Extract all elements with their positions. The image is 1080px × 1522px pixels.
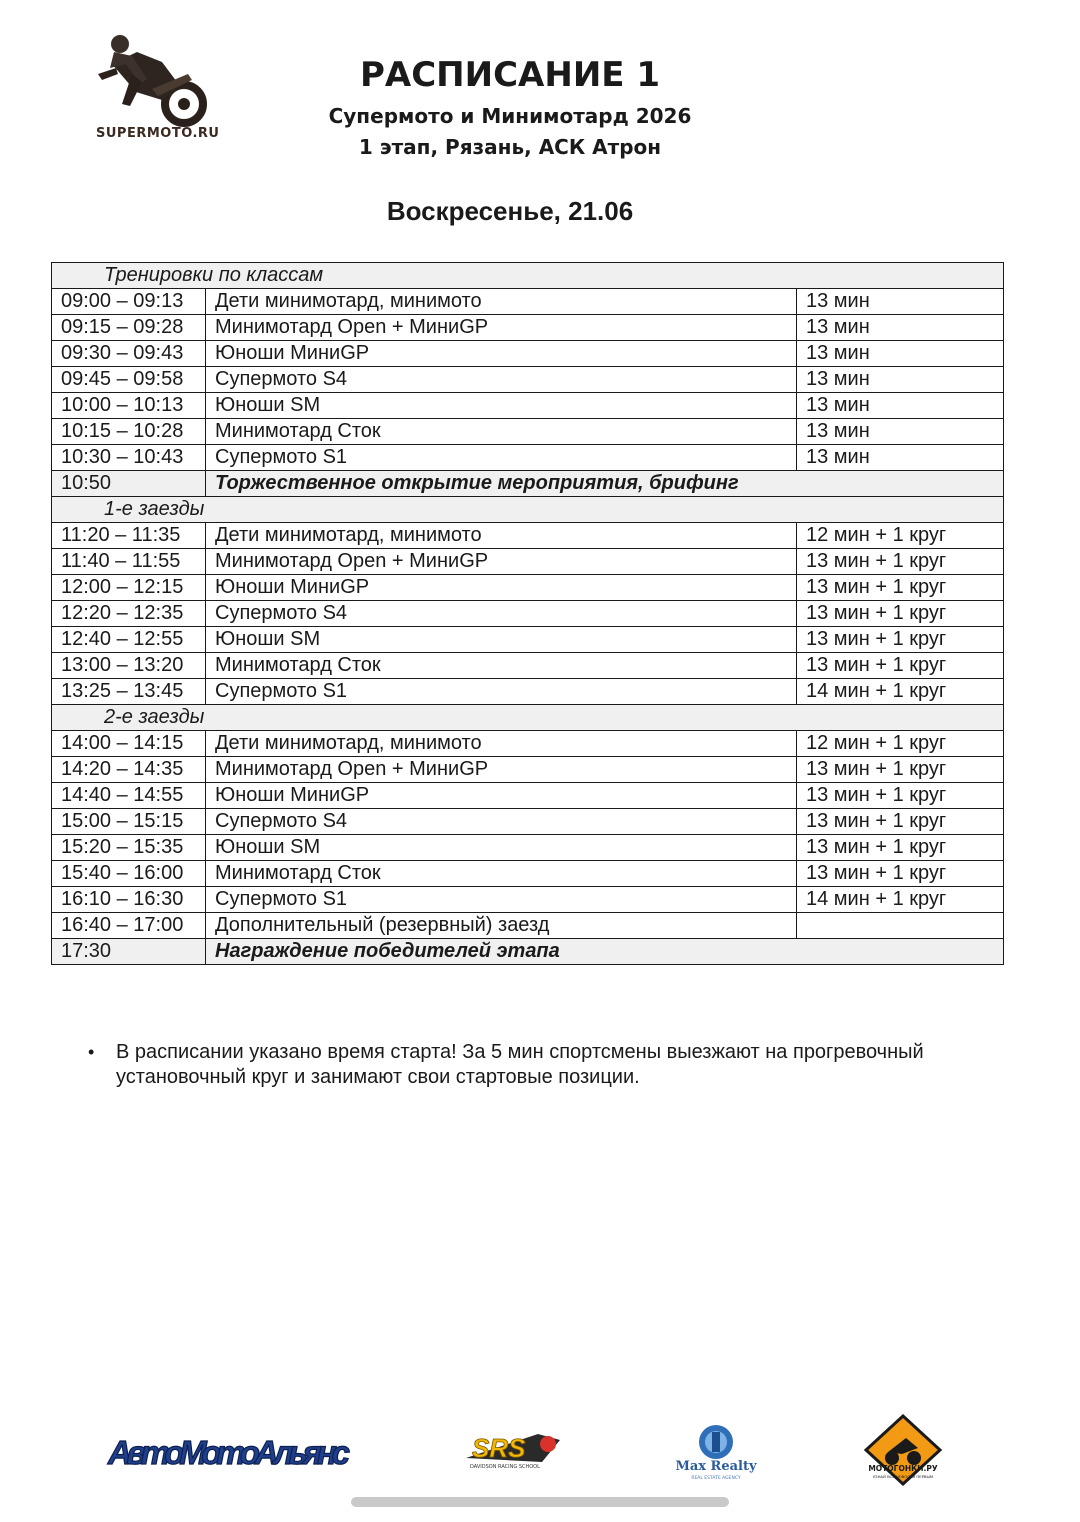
time-cell: 14:20 – 14:35 bbox=[52, 757, 206, 783]
event-cell: Дети минимотард, минимото bbox=[206, 289, 797, 315]
event-cell: Супермото S1 bbox=[206, 679, 797, 705]
duration-cell: 13 мин bbox=[797, 289, 1004, 315]
table-row bbox=[52, 679, 1004, 705]
duration-cell: 13 мин + 1 круг bbox=[797, 783, 1004, 809]
duration-cell: 14 мин + 1 круг bbox=[797, 887, 1004, 913]
event-cell: Минимотард Open + МиниGP bbox=[206, 757, 797, 783]
schedule-date: Воскресенье, 21.06 bbox=[386, 196, 634, 226]
time-cell: 12:40 – 12:55 bbox=[52, 627, 206, 653]
duration-cell: 13 мин bbox=[797, 445, 1004, 471]
duration-cell: 13 мин + 1 круг bbox=[797, 835, 1004, 861]
duration-cell bbox=[797, 913, 1004, 939]
time-cell: 11:40 – 11:55 bbox=[52, 549, 206, 575]
time-cell: 12:00 – 12:15 bbox=[52, 575, 206, 601]
schedule-table bbox=[51, 262, 1004, 965]
logo-caption: SUPERMOTO.RU bbox=[96, 126, 220, 141]
note-bullet: • bbox=[88, 1042, 95, 1062]
event-cell: Юноши SM bbox=[206, 393, 797, 419]
event-cell: Юноши МиниGP bbox=[206, 341, 797, 367]
note bbox=[88, 1040, 1018, 1090]
duration-cell: 13 мин + 1 круг bbox=[797, 575, 1004, 601]
event-cell: Супермото S4 bbox=[206, 809, 797, 835]
table-row bbox=[52, 315, 1004, 341]
srs-logo-icon bbox=[462, 1426, 564, 1472]
duration-cell: 13 мин bbox=[797, 367, 1004, 393]
table-row bbox=[52, 289, 1004, 315]
table-row bbox=[52, 757, 1004, 783]
sponsor-motogonki-logo bbox=[862, 1414, 944, 1486]
duration-cell: 13 мин + 1 круг bbox=[797, 809, 1004, 835]
motogonki-text: МОТОГОНКИ.РУ bbox=[868, 1464, 938, 1473]
event-cell: Юноши SM bbox=[206, 835, 797, 861]
maxrealty-caption: REAL ESTATE AGENCY bbox=[691, 1476, 741, 1481]
time-cell: 10:30 – 10:43 bbox=[52, 445, 206, 471]
section-label: 2-е заезды bbox=[52, 705, 1004, 731]
time-cell: 09:30 – 09:43 bbox=[52, 341, 206, 367]
table-row bbox=[52, 367, 1004, 393]
schedule-special-row bbox=[52, 939, 1004, 965]
section-label: Тренировки по классам bbox=[52, 263, 1004, 289]
duration-cell: 14 мин + 1 круг bbox=[797, 679, 1004, 705]
time-cell: 13:25 – 13:45 bbox=[52, 679, 206, 705]
schedule-section-row bbox=[52, 705, 1004, 731]
stage-info: 1 этап, Рязань, АСК Атрон bbox=[358, 135, 662, 159]
sponsor-automotoalliance-logo bbox=[104, 1428, 354, 1476]
table-row bbox=[52, 835, 1004, 861]
duration-cell: 13 мин + 1 круг bbox=[797, 861, 1004, 887]
schedule-special-row bbox=[52, 471, 1004, 497]
table-row bbox=[52, 549, 1004, 575]
page-title: РАСПИСАНИЕ 1 bbox=[360, 55, 660, 95]
event-cell: Дополнительный (резервный) заезд bbox=[206, 913, 797, 939]
automotoalliance-text: АвтоМотоАльянс bbox=[108, 1434, 350, 1471]
table-row bbox=[52, 809, 1004, 835]
table-row bbox=[52, 393, 1004, 419]
event-cell: Супермото S4 bbox=[206, 367, 797, 393]
duration-cell: 13 мин + 1 круг bbox=[797, 757, 1004, 783]
time-cell: 16:40 – 17:00 bbox=[52, 913, 206, 939]
table-row bbox=[52, 731, 1004, 757]
section-label: 1-е заезды bbox=[52, 497, 1004, 523]
maxrealty-logo-icon bbox=[668, 1420, 764, 1484]
table-row bbox=[52, 575, 1004, 601]
time-cell: 15:20 – 15:35 bbox=[52, 835, 206, 861]
table-row bbox=[52, 913, 1004, 939]
duration-cell: 13 мин + 1 круг bbox=[797, 549, 1004, 575]
motogonki-logo-icon bbox=[862, 1414, 944, 1486]
time-cell: 14:00 – 14:15 bbox=[52, 731, 206, 757]
event-cell: Минимотард Сток bbox=[206, 419, 797, 445]
schedule-body bbox=[52, 263, 1004, 965]
duration-cell: 13 мин + 1 круг bbox=[797, 653, 1004, 679]
event-cell: Минимотард Open + МиниGP bbox=[206, 315, 797, 341]
automotoalliance-logo-icon bbox=[104, 1428, 354, 1476]
table-row bbox=[52, 783, 1004, 809]
time-cell: 16:10 – 16:30 bbox=[52, 887, 206, 913]
event-cell: Юноши МиниGP bbox=[206, 783, 797, 809]
duration-cell: 13 мин + 1 круг bbox=[797, 601, 1004, 627]
time-cell: 15:40 – 16:00 bbox=[52, 861, 206, 887]
duration-cell: 12 мин + 1 круг bbox=[797, 731, 1004, 757]
duration-cell: 13 мин bbox=[797, 315, 1004, 341]
event-cell: Награждение победителей этапа bbox=[206, 939, 1004, 965]
time-cell: 09:45 – 09:58 bbox=[52, 367, 206, 393]
table-row bbox=[52, 653, 1004, 679]
event-cell: Супермото S1 bbox=[206, 887, 797, 913]
event-cell: Минимотард Open + МиниGP bbox=[206, 549, 797, 575]
time-cell: 10:50 bbox=[52, 471, 206, 497]
table-row bbox=[52, 887, 1004, 913]
table-row bbox=[52, 445, 1004, 471]
page-subtitle: Супермото и Минимотард 2026 bbox=[328, 104, 692, 128]
table-row bbox=[52, 523, 1004, 549]
event-cell: Минимотард Сток bbox=[206, 861, 797, 887]
event-cell: Минимотард Сток bbox=[206, 653, 797, 679]
sponsor-maxrealty-logo bbox=[668, 1420, 764, 1484]
duration-cell: 12 мин + 1 круг bbox=[797, 523, 1004, 549]
table-row bbox=[52, 601, 1004, 627]
note-text: В расписании указано время старта! За 5 мин спортсмены выезжают на прогревочный установочный круг и занимают свои стартовые позиции. bbox=[116, 1041, 924, 1088]
event-cell: Юноши МиниGP bbox=[206, 575, 797, 601]
event-cell: Супермото S4 bbox=[206, 601, 797, 627]
srs-caption: DAVIDSON RACING SCHOOL bbox=[470, 1464, 540, 1470]
duration-cell: 13 мин bbox=[797, 419, 1004, 445]
time-cell: 17:30 bbox=[52, 939, 206, 965]
time-cell: 09:15 – 09:28 bbox=[52, 315, 206, 341]
home-indicator[interactable] bbox=[351, 1497, 729, 1507]
event-cell: Супермото S1 bbox=[206, 445, 797, 471]
event-cell: Дети минимотард, минимото bbox=[206, 523, 797, 549]
table-row bbox=[52, 861, 1004, 887]
schedule-section-row bbox=[52, 263, 1004, 289]
maxrealty-text: Max Realty bbox=[675, 1459, 757, 1474]
time-cell: 10:00 – 10:13 bbox=[52, 393, 206, 419]
srs-text: SRS bbox=[472, 1433, 526, 1463]
time-cell: 12:20 – 12:35 bbox=[52, 601, 206, 627]
duration-cell: 13 мин bbox=[797, 341, 1004, 367]
duration-cell: 13 мин + 1 круг bbox=[797, 627, 1004, 653]
event-cell: Торжественное открытие мероприятия, брифинг bbox=[206, 471, 1004, 497]
time-cell: 13:00 – 13:20 bbox=[52, 653, 206, 679]
table-row bbox=[52, 341, 1004, 367]
schedule-section-row bbox=[52, 497, 1004, 523]
table-row bbox=[52, 419, 1004, 445]
event-cell: Дети минимотард, минимото bbox=[206, 731, 797, 757]
table-row bbox=[52, 627, 1004, 653]
time-cell: 10:15 – 10:28 bbox=[52, 419, 206, 445]
time-cell: 14:40 – 14:55 bbox=[52, 783, 206, 809]
time-cell: 09:00 – 09:13 bbox=[52, 289, 206, 315]
time-cell: 11:20 – 11:35 bbox=[52, 523, 206, 549]
sponsor-srs-logo bbox=[462, 1426, 564, 1472]
event-cell: Юноши SM bbox=[206, 627, 797, 653]
motogonki-caption: УЗНАЙ ВСЕ НОВОСТИ ПЕРВЫМ bbox=[872, 1474, 934, 1479]
time-cell: 15:00 – 15:15 bbox=[52, 809, 206, 835]
duration-cell: 13 мин bbox=[797, 393, 1004, 419]
